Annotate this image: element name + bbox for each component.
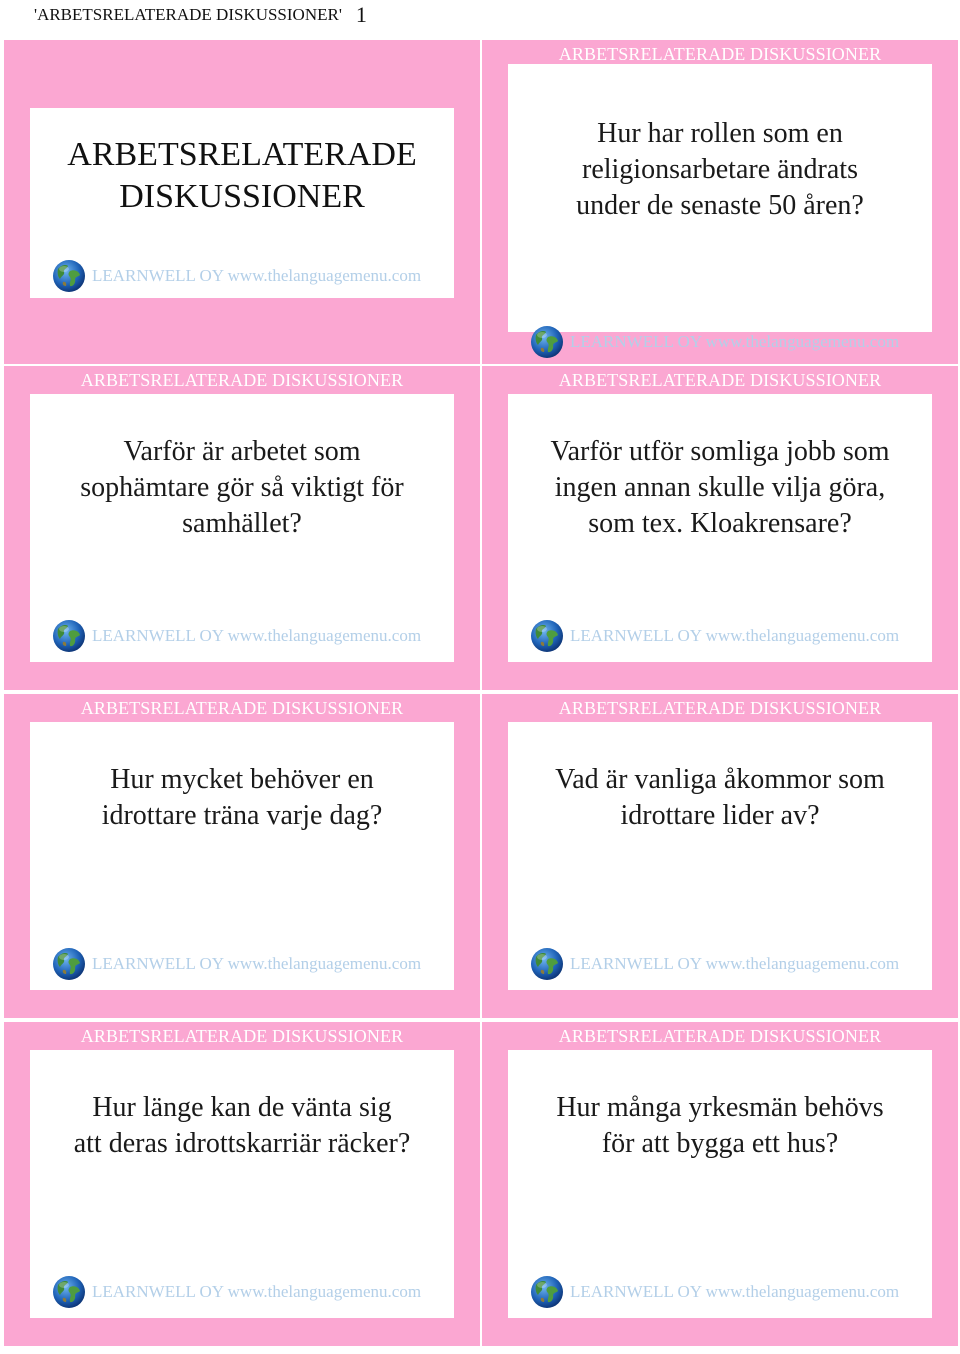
card-panel: [508, 64, 932, 332]
card-heading: ARBETSRELATERADE DISKUSSIONER: [80, 698, 404, 718]
footer-text: LEARNWELL OY www.thelanguagemenu.com: [92, 626, 422, 645]
question-card: [4, 1022, 480, 1346]
card-footer: [52, 1274, 421, 1310]
question-text: [34, 434, 450, 542]
card-footer: [530, 324, 899, 360]
question-line: religionsarbetare ändrats: [582, 154, 858, 185]
globe-icon: [530, 947, 564, 981]
footer-text: LEARNWELL OY www.thelanguagemenu.com: [570, 626, 900, 645]
question-line: Hur har rollen som en: [597, 118, 843, 149]
card-heading: ARBETSRELATERADE DISKUSSIONER: [558, 370, 882, 390]
card-panel: [30, 1050, 454, 1318]
card-footer: [52, 946, 421, 982]
question-line: för att bygga ett hus?: [601, 1128, 839, 1159]
title-line: ARBETSRELATERADE: [67, 136, 417, 173]
question-text: [34, 1090, 450, 1162]
card-title-text: [30, 134, 454, 218]
question-card: [482, 366, 958, 690]
globe-icon: [52, 259, 86, 293]
title-line: DISKUSSIONER: [119, 178, 365, 215]
card-footer: [52, 618, 421, 654]
globe-icon: [530, 325, 564, 359]
question-card: [482, 1022, 958, 1346]
document-title: 'ARBETSRELATERADE DISKUSSIONER': [34, 5, 342, 24]
card-footer: [530, 946, 899, 982]
question-line: Hur länge kan de vänta sig: [92, 1092, 392, 1123]
question-line: Vad är vanliga åkommor som: [555, 764, 885, 795]
card-heading: ARBETSRELATERADE DISKUSSIONER: [80, 370, 404, 390]
card-title: [4, 40, 480, 364]
question-text: [512, 116, 928, 224]
question-line: Varför utför somliga jobb som: [550, 436, 890, 467]
card-heading: ARBETSRELATERADE DISKUSSIONER: [80, 1026, 404, 1046]
card-panel: [30, 394, 454, 662]
card-panel: [508, 1050, 932, 1318]
question-line: samhället?: [182, 508, 302, 539]
globe-icon: [52, 1275, 86, 1309]
globe-icon: [530, 1275, 564, 1309]
question-card: [4, 694, 480, 1018]
footer-text: LEARNWELL OY www.thelanguagemenu.com: [570, 332, 900, 351]
card-footer: [530, 618, 899, 654]
footer-text: LEARNWELL OY www.thelanguagemenu.com: [92, 266, 422, 285]
question-card: [482, 40, 958, 364]
question-card: [4, 366, 480, 690]
footer-text: LEARNWELL OY www.thelanguagemenu.com: [570, 954, 900, 973]
footer-text: LEARNWELL OY www.thelanguagemenu.com: [570, 1282, 900, 1301]
question-line: ingen annan skulle vilja göra,: [554, 472, 886, 503]
card-footer: [530, 1274, 899, 1310]
question-line: att deras idrottskarriär räcker?: [73, 1128, 411, 1159]
card-panel: [30, 108, 454, 298]
question-text: [34, 762, 450, 834]
card-footer: [52, 258, 421, 294]
globe-icon: [530, 619, 564, 653]
document-header: [34, 0, 367, 26]
page-number: 1: [355, 2, 367, 27]
question-text: [512, 762, 928, 834]
question-line: Hur många yrkesmän behövs: [556, 1092, 884, 1123]
question-line: Varför är arbetet som: [123, 436, 361, 467]
question-card: [482, 694, 958, 1018]
footer-text: LEARNWELL OY www.thelanguagemenu.com: [92, 1282, 422, 1301]
globe-icon: [52, 619, 86, 653]
card-panel: [508, 722, 932, 990]
card-heading: ARBETSRELATERADE DISKUSSIONER: [558, 1026, 882, 1046]
question-line: Hur mycket behöver en: [110, 764, 374, 795]
question-line: sophämtare gör så viktigt för: [80, 472, 404, 503]
footer-text: LEARNWELL OY www.thelanguagemenu.com: [92, 954, 422, 973]
question-text: [512, 434, 928, 542]
card-heading: ARBETSRELATERADE DISKUSSIONER: [558, 44, 882, 64]
question-text: [512, 1090, 928, 1162]
question-line: idrottare lider av?: [620, 800, 820, 831]
card-panel: [508, 394, 932, 662]
card-panel: [30, 722, 454, 990]
card-heading: ARBETSRELATERADE DISKUSSIONER: [558, 698, 882, 718]
globe-icon: [52, 947, 86, 981]
question-line: under de senaste 50 åren?: [576, 190, 864, 221]
question-line: idrottare träna varje dag?: [101, 800, 383, 831]
question-line: som tex. Kloakrensare?: [588, 508, 852, 539]
